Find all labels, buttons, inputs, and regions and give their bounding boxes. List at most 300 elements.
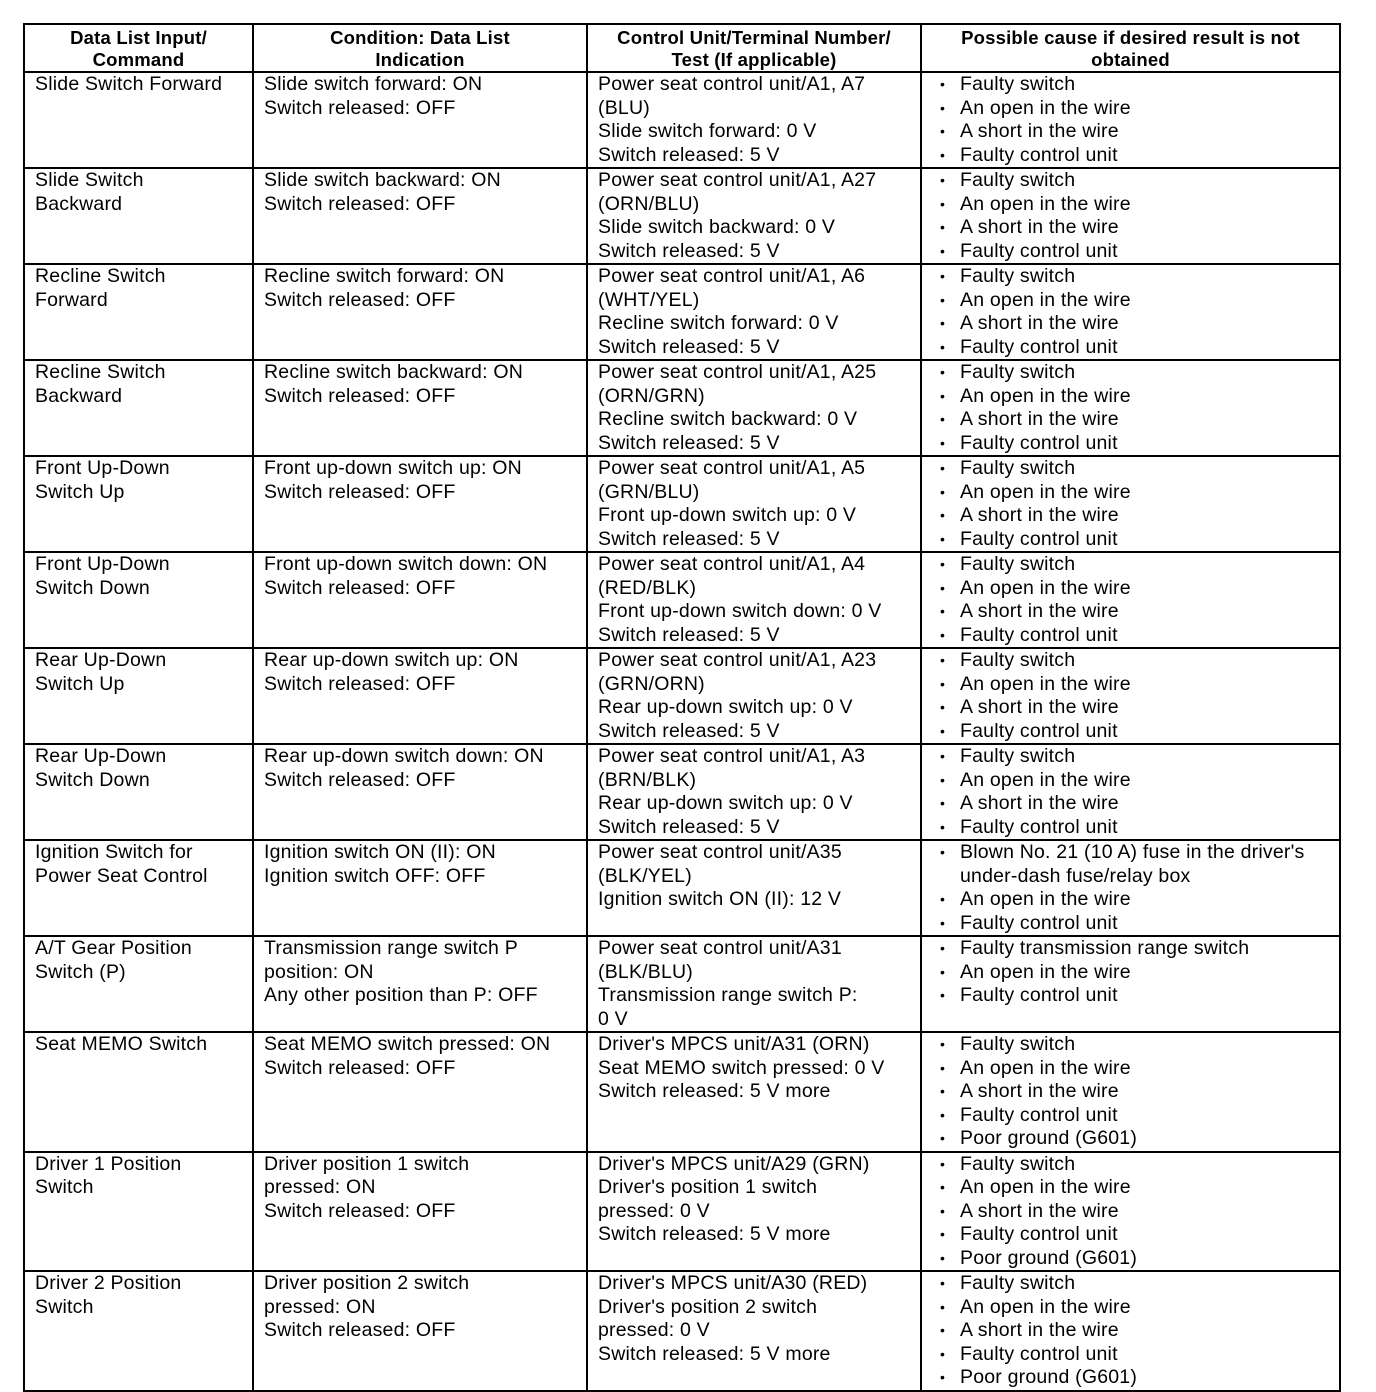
cell-condition	[253, 648, 587, 744]
cause-line: • Faulty switch	[960, 1152, 1076, 1175]
cause-line: • Faulty control unit	[960, 431, 1118, 454]
cause-line: • Faulty control unit	[960, 719, 1118, 742]
cell-condition	[253, 1271, 587, 1391]
cell-input-line: Slide Switch Forward	[35, 73, 223, 95]
cell-test-line: Driver's MPCS unit/A30 (RED)	[598, 1272, 868, 1294]
cell-test	[587, 72, 921, 168]
cause-line: • A short in the wire	[960, 696, 1119, 718]
cell-causes	[921, 936, 1340, 1032]
cell-test-line: Switch released: 5 V	[598, 623, 780, 646]
causes-list	[930, 73, 1331, 167]
table-row	[24, 1152, 1340, 1272]
cell-condition-line: Ignition switch OFF: OFF	[264, 864, 486, 887]
table-row	[24, 72, 1340, 168]
cell-test-line: (BLK/YEL)	[598, 864, 692, 887]
cell-test-line: (GRN/BLU)	[598, 480, 700, 503]
cell-condition-line: Rear up-down switch down: ON	[264, 745, 544, 767]
cell-test-line: pressed: 0 V	[598, 1319, 710, 1341]
cause-item	[934, 1127, 1331, 1151]
cell-input-line: Switch	[35, 1295, 94, 1318]
cell-test-line: Driver's position 1 switch	[598, 1176, 818, 1198]
cause-item	[934, 144, 1331, 168]
cause-line: • A short in the wire	[960, 120, 1119, 142]
table-row	[24, 168, 1340, 264]
cell-input-line: A/T Gear Position	[35, 937, 192, 959]
cell-test-line: (BLK/BLU)	[598, 960, 693, 983]
cause-line: • Faulty transmission range switch	[960, 937, 1250, 959]
cell-input-line: Switch Down	[35, 768, 150, 791]
cell-condition-line: pressed: ON	[264, 1176, 376, 1198]
cell-input-line: Front Up-Down	[35, 553, 170, 575]
cause-line: • Faulty control unit	[960, 1342, 1118, 1365]
cell-test-line: Power seat control unit/A35	[598, 841, 842, 863]
cell-test-line: Seat MEMO switch pressed: 0 V	[598, 1056, 885, 1079]
cell-condition-line: Switch released: OFF	[264, 288, 456, 311]
cause-item	[934, 1033, 1331, 1057]
cause-line: • Faulty control unit	[960, 143, 1118, 166]
header-line: Condition: Data List	[330, 27, 510, 48]
cause-item	[934, 1200, 1331, 1224]
causes-list	[930, 1153, 1331, 1271]
cell-test-line: Power seat control unit/A1, A3	[598, 745, 866, 767]
cause-item	[934, 1057, 1331, 1081]
cell-test-line: Power seat control unit/A1, A25	[598, 361, 877, 383]
cause-line: • A short in the wire	[960, 1199, 1119, 1222]
cell-input	[24, 1271, 253, 1391]
cell-input	[24, 168, 253, 264]
cell-condition-line: Driver position 1 switch	[264, 1152, 470, 1175]
cause-item	[934, 912, 1331, 936]
cell-causes	[921, 1152, 1340, 1272]
cell-test-line: Driver's MPCS unit/A31 (ORN)	[598, 1033, 870, 1055]
cell-input-line: Switch	[35, 1176, 94, 1198]
cause-item	[934, 673, 1331, 697]
cell-condition	[253, 936, 587, 1032]
cell-test-line: (WHT/YEL)	[598, 288, 700, 311]
cell-condition-line: Switch released: OFF	[264, 1056, 456, 1079]
cause-item	[934, 361, 1331, 385]
cause-line: • Faulty control unit	[960, 911, 1118, 934]
header-input	[24, 24, 253, 72]
table-row	[24, 744, 1340, 840]
cause-line: • A short in the wire	[960, 1319, 1119, 1341]
table-row	[24, 648, 1340, 744]
cause-line: • Faulty switch	[960, 361, 1076, 383]
cause-item	[934, 841, 1331, 888]
cause-item	[934, 720, 1331, 744]
cell-input-line: Backward	[35, 384, 123, 407]
cell-causes	[921, 648, 1340, 744]
cause-line: • Faulty control unit	[960, 984, 1118, 1006]
cell-condition-line: Slide switch forward: ON	[264, 73, 483, 95]
cause-item	[934, 73, 1331, 97]
cell-test	[587, 840, 921, 936]
cause-item	[934, 1272, 1331, 1296]
cell-test-line: Switch released: 5 V	[598, 719, 780, 742]
cause-item	[934, 1223, 1331, 1247]
cell-condition-line: pressed: ON	[264, 1295, 376, 1318]
cell-test-line: pressed: 0 V	[598, 1199, 710, 1222]
header-condition	[253, 24, 587, 72]
cause-item	[934, 577, 1331, 601]
cell-input-line: Driver 2 Position	[35, 1272, 182, 1294]
cause-item	[934, 1247, 1331, 1271]
table-row	[24, 552, 1340, 648]
header-line: Test (If applicable)	[671, 49, 837, 70]
cell-test-line: Power seat control unit/A1, A7	[598, 73, 866, 95]
cause-line: • An open in the wire	[960, 384, 1131, 407]
cell-test-line: Front up-down switch down: 0 V	[598, 600, 882, 622]
cause-line: • An open in the wire	[960, 672, 1131, 695]
cell-causes	[921, 1271, 1340, 1391]
cell-test	[587, 1032, 921, 1152]
cause-line: • Faulty switch	[960, 649, 1076, 671]
cause-line: • Faulty control unit	[960, 623, 1118, 646]
cause-line: • Faulty switch	[960, 73, 1076, 95]
cell-input	[24, 1152, 253, 1272]
cause-item	[934, 1176, 1331, 1200]
cell-input-line: Rear Up-Down	[35, 649, 167, 671]
table-row	[24, 840, 1340, 936]
cell-condition-line: Seat MEMO switch pressed: ON	[264, 1033, 551, 1055]
cause-item	[934, 792, 1331, 816]
cell-test-line: (GRN/ORN)	[598, 672, 705, 695]
cell-test-line: Rear up-down switch up: 0 V	[598, 792, 853, 814]
cause-line: • A short in the wire	[960, 312, 1119, 334]
cause-line: • Poor ground (G601)	[960, 1246, 1138, 1269]
cell-condition	[253, 840, 587, 936]
cell-input-line: Rear Up-Down	[35, 745, 167, 767]
cell-condition-line: position: ON	[264, 960, 374, 983]
cause-item	[934, 1296, 1331, 1320]
cell-input	[24, 1032, 253, 1152]
cell-test-line: Switch released: 5 V	[598, 527, 780, 550]
cell-test-line: Rear up-down switch up: 0 V	[598, 696, 853, 718]
cell-test	[587, 264, 921, 360]
cause-line: under-dash fuse/relay box	[960, 864, 1191, 887]
cause-item	[934, 888, 1331, 912]
header-line: Data List Input/	[70, 27, 207, 48]
cell-condition-line: Transmission range switch P	[264, 937, 518, 959]
cause-line: • Poor ground (G601)	[960, 1127, 1138, 1149]
cell-test-line: Switch released: 5 V	[598, 815, 780, 838]
cause-line: • Faulty switch	[960, 265, 1076, 287]
cell-condition-line: Recline switch backward: ON	[264, 361, 523, 383]
cause-item	[934, 649, 1331, 673]
causes-list	[930, 265, 1331, 359]
cell-test-line: Power seat control unit/A31	[598, 937, 842, 959]
cell-input-line: Ignition Switch for	[35, 841, 193, 863]
cell-condition-line: Switch released: OFF	[264, 96, 456, 119]
header-cause	[921, 24, 1340, 72]
cell-test	[587, 456, 921, 552]
cause-item	[934, 816, 1331, 840]
cause-line: • A short in the wire	[960, 1080, 1119, 1102]
cell-condition-line: Switch released: OFF	[264, 480, 456, 503]
cell-causes	[921, 72, 1340, 168]
cell-causes	[921, 744, 1340, 840]
cell-condition	[253, 456, 587, 552]
cause-line: • An open in the wire	[960, 960, 1131, 983]
cell-condition-line: Switch released: OFF	[264, 1319, 456, 1341]
cause-line: • Faulty switch	[960, 1272, 1076, 1294]
causes-list	[930, 553, 1331, 647]
cell-causes	[921, 168, 1340, 264]
table-row	[24, 1271, 1340, 1391]
cause-item	[934, 265, 1331, 289]
causes-list	[930, 169, 1331, 263]
cause-item	[934, 193, 1331, 217]
cause-item	[934, 289, 1331, 313]
cause-item	[934, 745, 1331, 769]
cause-line: • An open in the wire	[960, 192, 1131, 215]
cell-test-line: (ORN/GRN)	[598, 384, 705, 407]
cause-item	[934, 169, 1331, 193]
cell-test	[587, 168, 921, 264]
cell-causes	[921, 264, 1340, 360]
cause-line: • An open in the wire	[960, 768, 1131, 791]
cause-item	[934, 528, 1331, 552]
cause-item	[934, 481, 1331, 505]
cell-test-line: (BRN/BLK)	[598, 768, 697, 791]
header-line: Control Unit/Terminal Number/	[617, 27, 891, 48]
cell-test-line: Switch released: 5 V	[598, 143, 780, 166]
cell-test-line: Power seat control unit/A1, A6	[598, 265, 866, 287]
cause-line: • An open in the wire	[960, 480, 1131, 503]
cell-causes	[921, 1032, 1340, 1152]
cell-condition-line: Front up-down switch down: ON	[264, 553, 548, 575]
cell-condition	[253, 264, 587, 360]
cell-test-line: Switch released: 5 V	[598, 335, 780, 358]
cause-item	[934, 312, 1331, 336]
cell-test	[587, 744, 921, 840]
cell-causes	[921, 840, 1340, 936]
cell-input-line: Slide Switch	[35, 169, 144, 191]
cell-input	[24, 648, 253, 744]
cell-condition-line: Switch released: OFF	[264, 384, 456, 407]
cause-item	[934, 1343, 1331, 1367]
cause-line: • Faulty control unit	[960, 527, 1118, 550]
cause-item	[934, 120, 1331, 144]
cell-input-line: Recline Switch	[35, 265, 166, 287]
cell-test-line: Recline switch backward: 0 V	[598, 408, 858, 430]
cell-condition	[253, 552, 587, 648]
causes-list	[930, 841, 1331, 935]
cell-input	[24, 552, 253, 648]
cause-item	[934, 937, 1331, 961]
cause-line: • A short in the wire	[960, 600, 1119, 622]
cell-input-line: Switch Up	[35, 672, 125, 695]
cell-test-line: Driver's position 2 switch	[598, 1295, 818, 1318]
cause-line: • An open in the wire	[960, 576, 1131, 599]
cell-test	[587, 936, 921, 1032]
cell-test-line: Power seat control unit/A1, A5	[598, 457, 866, 479]
header-line: obtained	[1091, 49, 1170, 70]
cause-line: • Faulty switch	[960, 553, 1076, 575]
cause-item	[934, 553, 1331, 577]
cell-condition	[253, 168, 587, 264]
cause-line: • Faulty switch	[960, 745, 1076, 767]
cell-condition	[253, 744, 587, 840]
cell-condition	[253, 360, 587, 456]
header-line: Indication	[375, 49, 465, 70]
table-row	[24, 936, 1340, 1032]
cell-condition-line: Switch released: OFF	[264, 576, 456, 599]
cause-item	[934, 600, 1331, 624]
causes-list	[930, 1272, 1331, 1390]
cause-item	[934, 769, 1331, 793]
cell-test-line: (RED/BLK)	[598, 576, 697, 599]
cell-input-line: Driver 1 Position	[35, 1152, 182, 1175]
cell-test-line: Recline switch forward: 0 V	[598, 312, 839, 334]
cell-test-line: (BLU)	[598, 96, 650, 119]
cell-test-line: Power seat control unit/A1, A23	[598, 649, 877, 671]
header-line: Command	[92, 49, 185, 70]
table-body	[24, 72, 1340, 1391]
causes-list	[930, 1033, 1331, 1151]
cell-condition-line: Switch released: OFF	[264, 1199, 456, 1222]
cell-test	[587, 360, 921, 456]
cause-line: • Faulty control unit	[960, 815, 1118, 838]
cell-input-line: Recline Switch	[35, 361, 166, 383]
cause-line: • An open in the wire	[960, 1056, 1131, 1079]
cause-item	[934, 457, 1331, 481]
table-row	[24, 1032, 1340, 1152]
cell-causes	[921, 456, 1340, 552]
cell-input	[24, 744, 253, 840]
cell-test-line: Driver's MPCS unit/A29 (GRN)	[598, 1152, 870, 1175]
cause-item	[934, 696, 1331, 720]
cause-line: • An open in the wire	[960, 888, 1131, 910]
cell-input-line: Power Seat Control	[35, 864, 208, 887]
diagnostic-table-container	[23, 23, 1339, 1392]
cause-line: • Poor ground (G601)	[960, 1366, 1138, 1388]
causes-list	[930, 361, 1331, 455]
cause-item	[934, 432, 1331, 456]
cell-test-line: Slide switch forward: 0 V	[598, 120, 817, 142]
causes-list	[930, 937, 1331, 1008]
cause-item	[934, 97, 1331, 121]
table-row	[24, 360, 1340, 456]
cell-test	[587, 552, 921, 648]
cause-item	[934, 240, 1331, 264]
cause-item	[934, 1104, 1331, 1128]
cause-item	[934, 961, 1331, 985]
cell-input-line: Front Up-Down	[35, 457, 170, 479]
cell-test-line: Ignition switch ON (II): 12 V	[598, 888, 842, 910]
cell-condition-line: Switch released: OFF	[264, 768, 456, 791]
header-test	[587, 24, 921, 72]
data-list-table	[23, 23, 1341, 1392]
cell-test	[587, 1271, 921, 1391]
cell-test-line: Power seat control unit/A1, A27	[598, 169, 877, 191]
cause-item	[934, 408, 1331, 432]
cause-line: • Blown No. 21 (10 A) fuse in the driver's	[960, 841, 1305, 863]
cell-input	[24, 360, 253, 456]
table-row	[24, 456, 1340, 552]
cell-condition	[253, 1032, 587, 1152]
cell-input	[24, 840, 253, 936]
cell-condition-line: Any other position than P: OFF	[264, 984, 538, 1006]
cause-line: • An open in the wire	[960, 288, 1131, 311]
cause-line: • Faulty control unit	[960, 335, 1118, 358]
cell-condition-line: Ignition switch ON (II): ON	[264, 841, 496, 863]
cell-condition-line: Switch released: OFF	[264, 672, 456, 695]
cell-condition-line: Recline switch forward: ON	[264, 265, 505, 287]
cause-item	[934, 624, 1331, 648]
cell-input-line: Seat MEMO Switch	[35, 1033, 208, 1055]
cell-causes	[921, 360, 1340, 456]
cell-input	[24, 936, 253, 1032]
causes-list	[930, 457, 1331, 551]
cause-line: • An open in the wire	[960, 1295, 1131, 1318]
cause-line: • A short in the wire	[960, 792, 1119, 814]
cell-condition	[253, 72, 587, 168]
cell-test-line: Transmission range switch P:	[598, 984, 858, 1006]
cause-line: • Faulty control unit	[960, 239, 1118, 262]
cell-test-line: Switch released: 5 V more	[598, 1080, 831, 1102]
cell-causes	[921, 552, 1340, 648]
table-row	[24, 264, 1340, 360]
cell-condition-line: Driver position 2 switch	[264, 1272, 470, 1294]
cell-test-line: Power seat control unit/A1, A4	[598, 553, 866, 575]
cell-test-line: Switch released: 5 V	[598, 431, 780, 454]
cause-line: • Faulty switch	[960, 1033, 1076, 1055]
cell-condition-line: Front up-down switch up: ON	[264, 457, 522, 479]
causes-list	[930, 745, 1331, 839]
cell-input-line: Backward	[35, 192, 123, 215]
cell-test-line: Switch released: 5 V	[598, 239, 780, 262]
cause-line: • A short in the wire	[960, 216, 1119, 238]
table-header-row	[24, 24, 1340, 72]
cell-test-line: 0 V	[598, 1007, 628, 1030]
cause-item	[934, 984, 1331, 1008]
cell-input	[24, 264, 253, 360]
cause-line: • Faulty switch	[960, 457, 1076, 479]
cause-item	[934, 1319, 1331, 1343]
header-line: Possible cause if desired result is not	[961, 27, 1300, 48]
cause-line: • An open in the wire	[960, 1176, 1131, 1198]
cause-item	[934, 504, 1331, 528]
cell-input-line: Switch Up	[35, 480, 125, 503]
cell-input	[24, 72, 253, 168]
cause-item	[934, 1080, 1331, 1104]
cell-test	[587, 1152, 921, 1272]
cell-condition-line: Slide switch backward: ON	[264, 169, 501, 191]
cause-item	[934, 1153, 1331, 1177]
cause-line: • A short in the wire	[960, 504, 1119, 526]
cause-item	[934, 216, 1331, 240]
cause-line: • An open in the wire	[960, 96, 1131, 119]
cell-condition-line: Switch released: OFF	[264, 192, 456, 215]
cell-input	[24, 456, 253, 552]
cause-line: • Faulty switch	[960, 169, 1076, 191]
cell-test	[587, 648, 921, 744]
cause-item	[934, 385, 1331, 409]
cell-input-line: Switch (P)	[35, 960, 126, 983]
cell-test-line: Switch released: 5 V more	[598, 1342, 831, 1365]
cell-test-line: (ORN/BLU)	[598, 192, 700, 215]
cause-line: • Faulty control unit	[960, 1103, 1118, 1126]
cell-test-line: Switch released: 5 V more	[598, 1223, 831, 1245]
cell-condition-line: Rear up-down switch up: ON	[264, 649, 519, 671]
cell-input-line: Switch Down	[35, 576, 150, 599]
causes-list	[930, 649, 1331, 743]
cell-input-line: Forward	[35, 288, 108, 311]
cause-line: • Faulty control unit	[960, 1223, 1118, 1245]
cause-line: • A short in the wire	[960, 408, 1119, 430]
cell-condition	[253, 1152, 587, 1272]
